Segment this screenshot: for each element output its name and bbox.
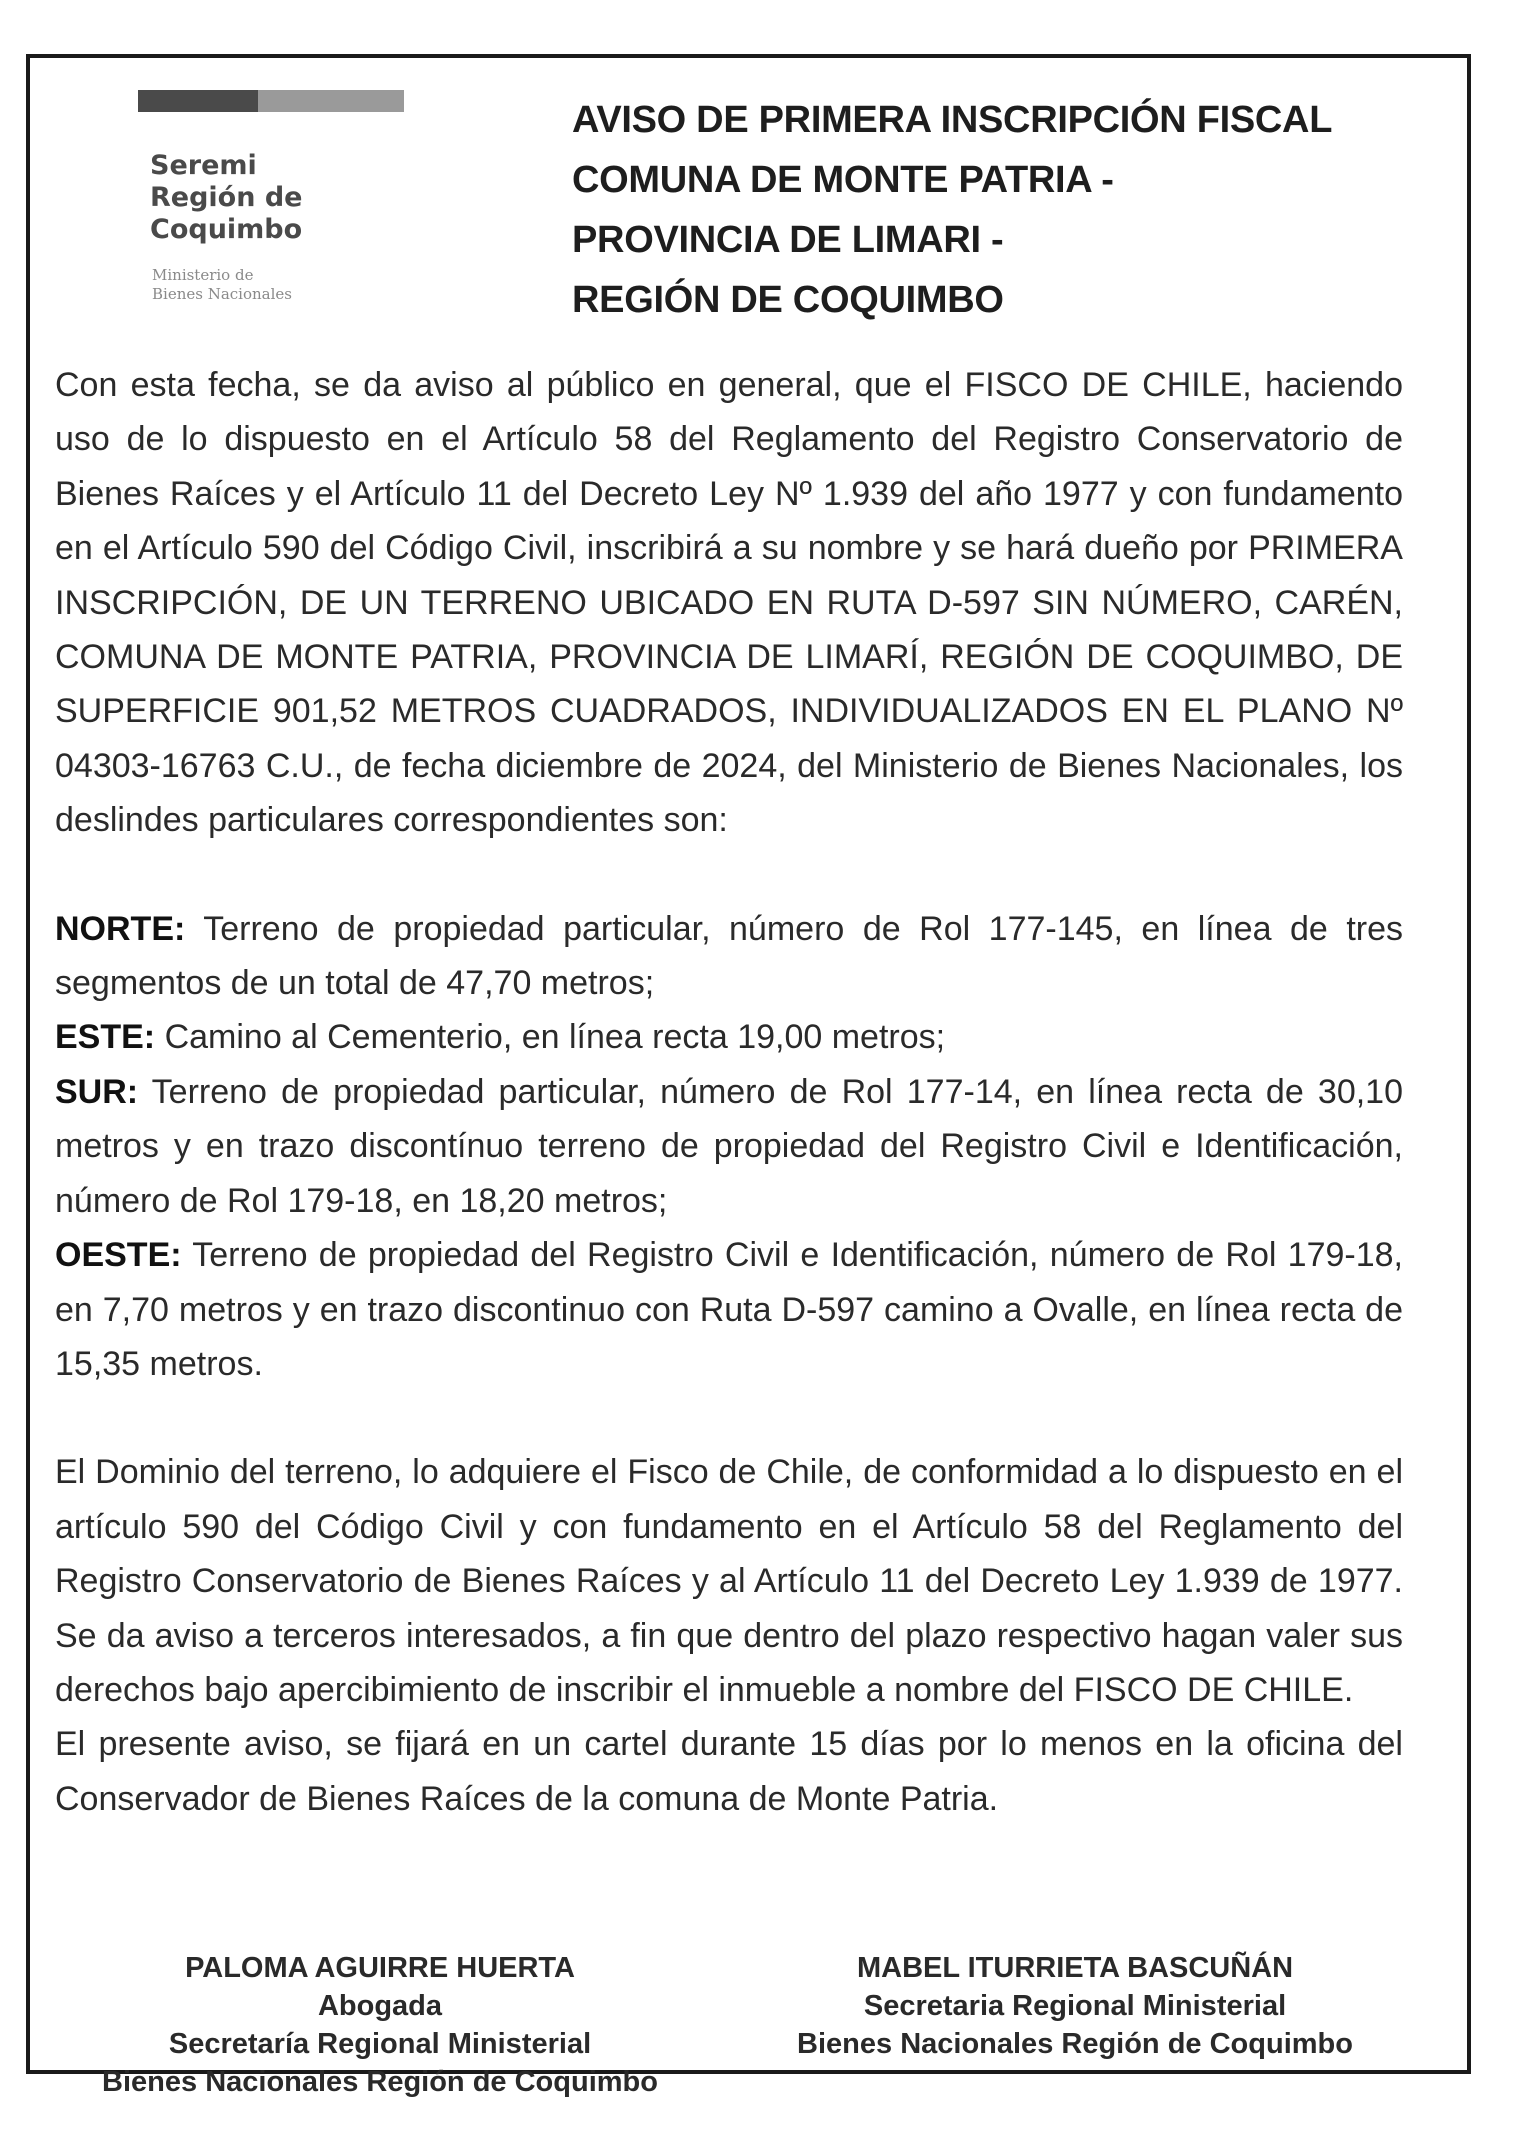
signature-left: [80, 1949, 680, 2101]
boundary-label: SUR:: [55, 1072, 139, 1111]
boundary-south: [55, 1065, 1403, 1228]
signer-name: MABEL ITURRIETA BASCUÑÁN: [856, 1952, 1294, 1984]
boundary-label: OESTE:: [55, 1236, 182, 1275]
boundary-label: ESTE:: [55, 1018, 156, 1057]
signer-role: Secretaria Regional Ministerial: [863, 1990, 1287, 2022]
boundary-west: [55, 1228, 1403, 1391]
logo-line: Coquimbo: [150, 214, 303, 245]
title-line: PROVINCIA DE LIMARI -: [572, 219, 1004, 261]
logo-bar-dark: [138, 90, 258, 112]
signer-department: Bienes Nacionales Región de Coquimbo: [797, 2028, 1353, 2060]
notice-body: [55, 358, 1403, 1826]
paragraph-gap: [55, 1391, 1403, 1445]
closing-paragraph: El presente aviso, se fijará en un cartel durante 15 días por lo menos en la oficina del Conservador de Bienes Raíces de la comuna de Monte Patria.: [55, 1725, 1403, 1818]
intro-paragraph: Con esta fecha, se da aviso al público en general, que el FISCO DE CHILE, haciendo uso de lo dispuesto en el Artículo 58 del Reglamento del Registro Conservatorio de Bienes Raíces y el Artículo 11 del Decreto Ley Nº 1.939 del año 1977 y con fundamento en el Artículo 590 del Código Civil, inscribirá a su nombre y se hará dueño por PRIMERA INSCRIPCIÓN, DE UN TERRENO UBICADO EN RUTA D-597 SIN NÚMERO, CARÉN, COMUNA DE MONTE PATRIA, PROVINCIA DE LIMARÍ, REGIÓN DE COQUIMBO, DE SUPERFICIE 901,52 METROS CUADRADOS, INDIVIDUALIZADOS EN EL PLANO Nº 04303-16763 C.U., de fecha diciembre de 2024, del Ministerio de Bienes Nacionales, los deslindes particulares correspondientes son:: [55, 366, 1403, 840]
notice-title: [572, 90, 1332, 330]
logo-line: Región de: [150, 182, 303, 213]
seremi-logo: [150, 150, 303, 246]
boundary-east: [55, 1010, 1403, 1064]
boundary-text: Terreno de propiedad del Registro Civil e Identificación, número de Rol 179-18, en 7,70 metros y en trazo discontinuo con Ruta D-597 camino a Ovalle, en línea recta de 15,35 metros.: [55, 1236, 1403, 1383]
closing-paragraph: El Dominio del terreno, lo adquiere el Fisco de Chile, de conformidad a lo dispuesto en el artículo 590 del Código Civil y con fundamento en el Artículo 58 del Reglamento del Registro Conservatorio de Bienes Raíces y al Artículo 11 del Decreto Ley 1.939 de 1977. Se da aviso a terceros interesados, a fin que dentro del plazo respectivo hagan valer sus derechos bajo apercibimiento de inscribir el inmueble a nombre del FISCO DE CHILE.: [55, 1453, 1403, 1709]
logo-ministry: [152, 266, 292, 304]
paragraph-gap: [55, 848, 1403, 902]
boundary-north: [55, 902, 1403, 1011]
title-line: AVISO DE PRIMERA INSCRIPCIÓN FISCAL: [572, 99, 1333, 141]
logo-sub-line: Bienes Nacionales: [152, 285, 292, 303]
logo-bar: [138, 90, 404, 112]
boundary-label: NORTE:: [55, 909, 186, 948]
signer-office: Secretaría Regional Ministerial: [168, 2028, 592, 2060]
title-line: REGIÓN DE COQUIMBO: [572, 279, 1004, 321]
signer-role: Abogada: [317, 1990, 443, 2022]
boundary-text: Camino al Cementerio, en línea recta 19,00 metros;: [155, 1018, 946, 1057]
signature-right: [765, 1949, 1385, 2063]
logo-sub-line: Ministerio de: [152, 266, 254, 284]
boundary-text: Terreno de propiedad particular, número de Rol 177-145, en línea de tres segmentos de un total de 47,70 metros;: [55, 909, 1403, 1003]
signer-name: PALOMA AGUIRRE HUERTA: [185, 1952, 575, 1984]
signer-department: Bienes Nacionales Región de Coquimbo: [102, 2066, 658, 2098]
logo-line: Seremi: [150, 150, 257, 181]
boundary-text: Terreno de propiedad particular, número de Rol 177-14, en línea recta de 30,10 metros y en trazo discontínuo terreno de propiedad del Registro Civil e Identificación, número de Rol 179-18, en 18,20 metros;: [55, 1072, 1403, 1220]
logo-bar-light: [258, 90, 404, 112]
title-line: COMUNA DE MONTE PATRIA -: [572, 159, 1114, 201]
